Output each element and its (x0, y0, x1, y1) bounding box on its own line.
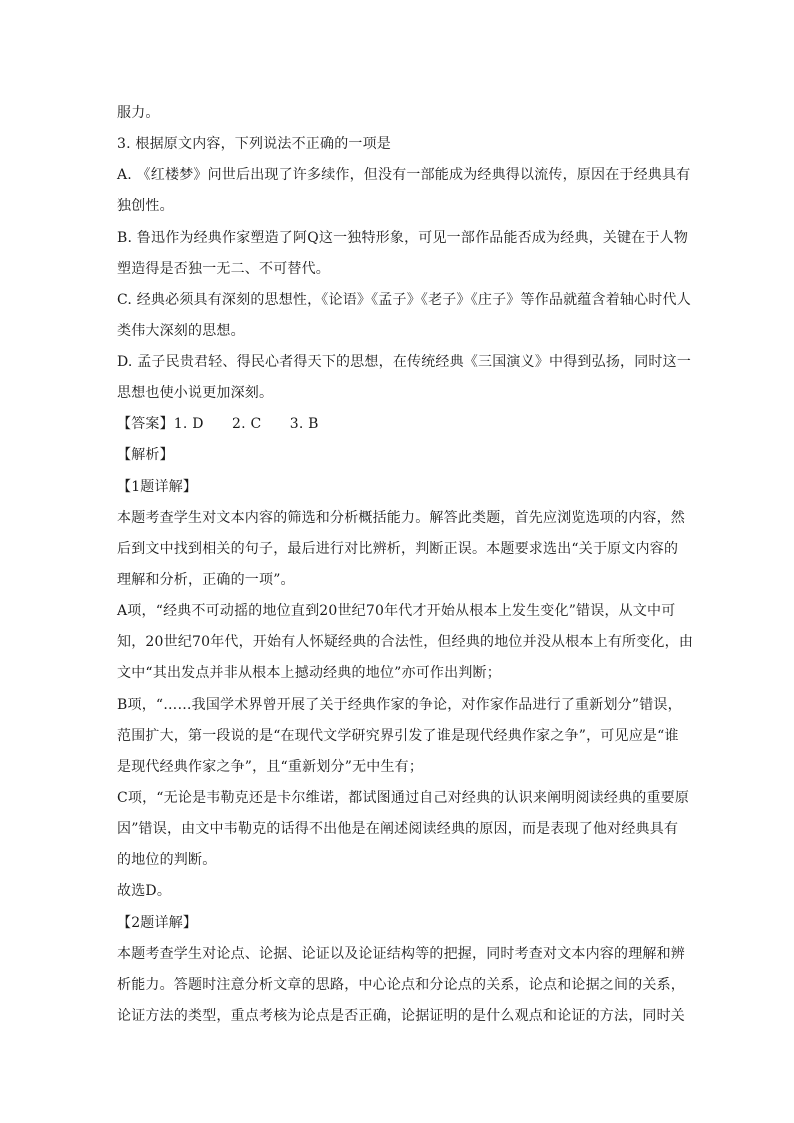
text-line: 因”错误，由文中韦勒克的话得不出他是在阐述阅读经典的原因，而是表现了他对经典具有 (117, 821, 679, 837)
text-line: 是现代经典作家之争”，且“重新划分”无中生有； (117, 759, 424, 775)
text-line: 本题考查学生对文本内容的筛选和分析概括能力。解答此类题，首先应浏览选项的内容，然 (117, 510, 685, 526)
text-line: 析能力。答题时注意分析文章的思路，中心论点和分论点的关系，论点和论据之间的关系， (117, 977, 685, 993)
question-3-stem: 3. 根据原文内容，下列说法不正确的一项是 (117, 136, 392, 152)
text-line: 后到文中找到相关的句子，最后进行对比辨析，判断正误。本题要求选出“关于原文内容的 (117, 541, 679, 557)
text-line: 本题考查学生对论点、论据、论证以及论证结构等的把握，同时考查对文本内容的理解和辨 (117, 946, 685, 962)
text-line: 论证方法的类型，重点考核为论点是否正确，论据证明的是什么观点和论证的方法，同时关 (117, 1008, 685, 1024)
text-line: B项，“……我国学术界曾开展了关于经典作家的争论，对作家作品进行了重新划分”错误， (117, 697, 682, 713)
text-line: 的地位的判断。 (117, 852, 217, 868)
option-c-line-2: 类伟大深刻的思想。 (117, 323, 245, 339)
analysis-heading: 【解析】 (117, 447, 174, 463)
option-a-line-2: 独创性。 (117, 198, 174, 214)
answer-line: 【答案】1. D 2. C 3. B (117, 416, 319, 432)
option-b-line-1: B. 鲁迅作为经典作家塑造了阿Q这一独特形象，可见一部作品能否成为经典，关键在于人物 (117, 230, 689, 246)
text-line: 故选D。 (117, 883, 172, 899)
text-line: 文中“其出发点并非从根本上撼动经典的地位”亦可作出判断； (117, 665, 501, 681)
option-a-line-1: A. 《红楼梦》问世后出现了许多续作，但没有一部能成为经典得以流传，原因在于经典具有 (117, 167, 691, 183)
text-line: 服力。 (117, 105, 160, 121)
option-d-line-2: 思想也使小说更加深刻。 (117, 385, 274, 401)
option-d-line-1: D. 孟子民贵君轻、得民心者得天下的思想，在传统经典《三国演义》中得到弘扬，同时这一 (117, 354, 692, 370)
option-b-line-2: 塑造得是否独一无二、不可替代。 (117, 261, 330, 277)
text-line: A项，“经典不可动摇的地位直到20世纪70年代才开始从根本上发生变化”错误，从文中可 (117, 603, 676, 619)
q1-detail-heading: 【1题详解】 (117, 479, 198, 495)
option-c-line-1: C. 经典必须具有深刻的思想性，《论语》《孟子》《老子》《庄子》等作品就蕴含着轴心时代人 (117, 292, 691, 308)
text-line: 知，20世纪70年代，开始有人怀疑经典的合法性，但经典的地位并没从根本上有所变化，由 (117, 634, 694, 650)
q2-detail-heading: 【2题详解】 (117, 915, 198, 931)
text-line: 范围扩大，第一段说的是“在现代文学研究界引发了谁是现代经典作家之争”，可见应是“谁 (117, 728, 679, 744)
text-line: 理解和分析，正确的一项”。 (117, 572, 295, 588)
text-line: C项，“无论是韦勒克还是卡尔维诺，都试图通过自己对经典的认识来阐明阅读经典的重要原 (117, 790, 690, 806)
